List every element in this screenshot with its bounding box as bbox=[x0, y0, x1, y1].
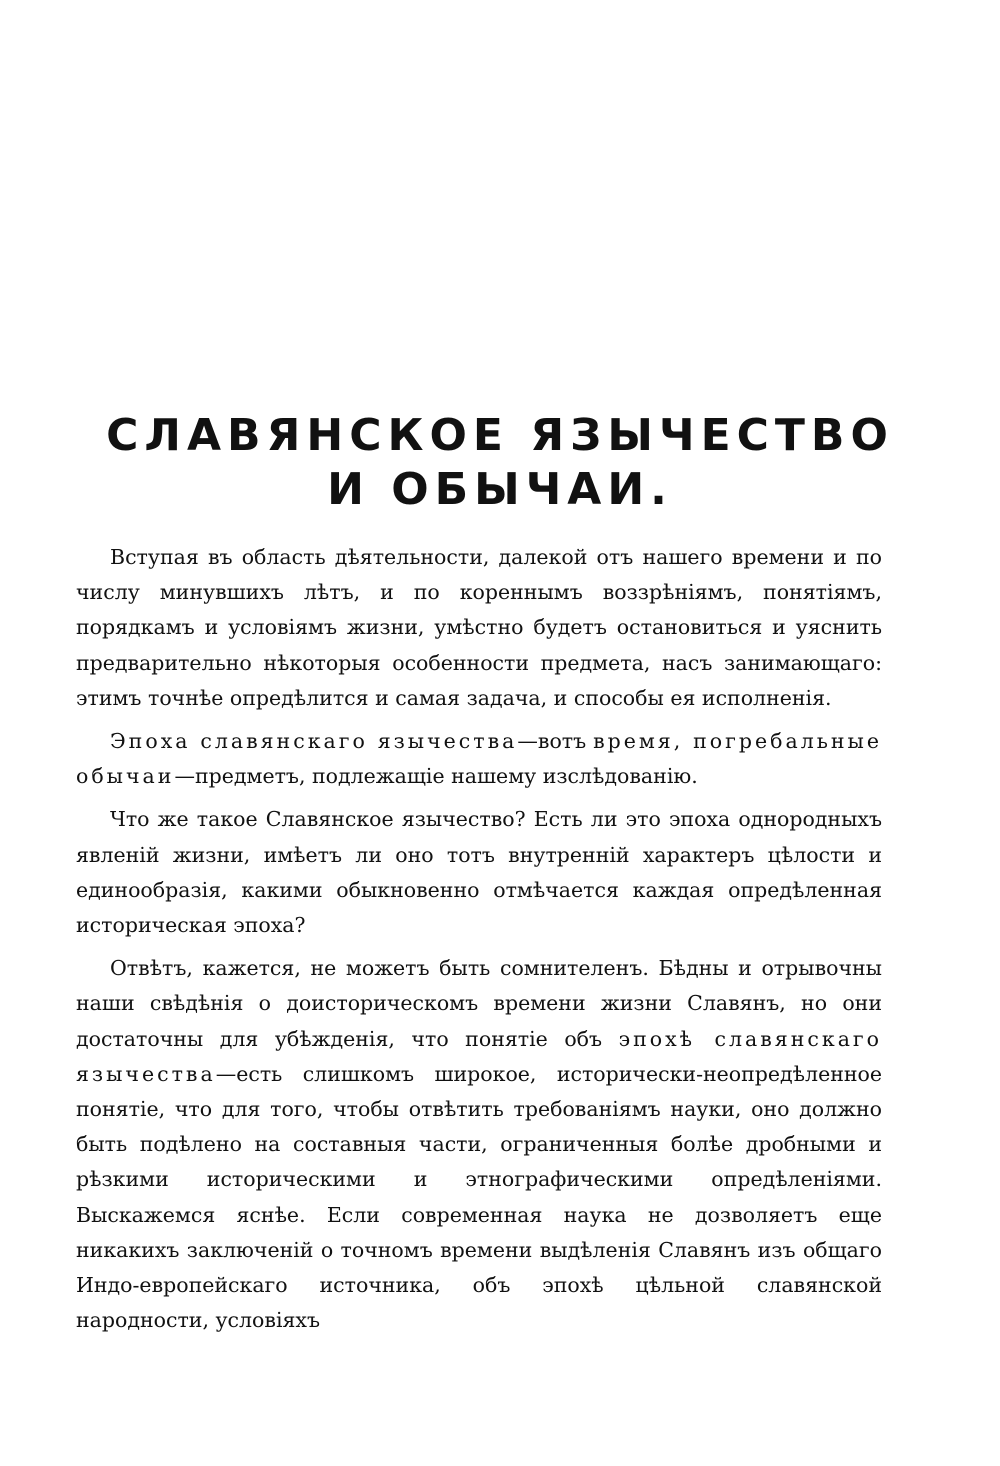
paragraph-2-tail: —предметъ, подлежащіе нашему изслѣдованію. bbox=[174, 764, 698, 789]
paragraph-1: Вступая въ область дѣятельности, далекой отъ нашего времени и по числу минувшихъ лѣтъ, и по кореннымъ воззрѣніямъ, понятіямъ, порядкамъ и условіямъ жизни, умѣстно будетъ остановиться и уяснить предварительно нѣкоторыя особенности предмета, насъ занимающаго: этимъ точнѣе опредѣлится и самая задача, и способы ея исполненія. bbox=[76, 545, 882, 710]
paragraph-4-head: Отвѣтъ, кажется, не можетъ быть сомнителенъ. Бѣдны и отрывочны наши свѣдѣнія о доисторическомъ времени жизни Славянъ, но они достаточны для убѣжденія, что понятіе объ bbox=[76, 956, 882, 1051]
paragraph-2-mid: —вотъ bbox=[517, 729, 594, 754]
chapter-title-line-2: И ОБЫЧАИ. bbox=[327, 464, 673, 515]
paragraph-2 bbox=[76, 724, 882, 794]
paragraph-3: Что же такое Славянское язычество? Есть ли это эпоха однородныхъ явленій жизни, имѣетъ ли оно тотъ внутренній характеръ цѣлости и единообразія, какими обыкновенно отмѣчается каждая опредѣленная историческая эпоха? bbox=[76, 807, 882, 938]
emphasis-epoch-2: эпохѣ славянскаго язычества bbox=[76, 1026, 883, 1086]
paragraph-4-tail: —есть слишкомъ широкое, исторически-неопредѣленное понятіе, что для того, чтобы отвѣтить требованіямъ науки, оно должно быть подѣлено на составныя части, ограниченныя болѣе дробными и рѣзкими историческими и этнографическими опредѣленіями. Выскажемся яснѣе. Если современная наука не дозволяетъ еще никакихъ заключеній о точномъ времени выдѣленія Славянъ изъ общаго Индо-европейскаго источника, объ эпохѣ цѣльной славянской народности, условіяхъ bbox=[76, 1061, 882, 1333]
chapter-title-line-1: СЛАВЯНСКОЕ ЯЗЫЧЕСТВО bbox=[106, 410, 894, 461]
chapter-body bbox=[76, 540, 882, 1346]
paragraph-4 bbox=[76, 951, 882, 1338]
emphasis-epoch: Эпоха славянскаго язычества bbox=[110, 729, 518, 754]
emphasis-time-customs: время, погребальные обычаи bbox=[76, 729, 882, 789]
